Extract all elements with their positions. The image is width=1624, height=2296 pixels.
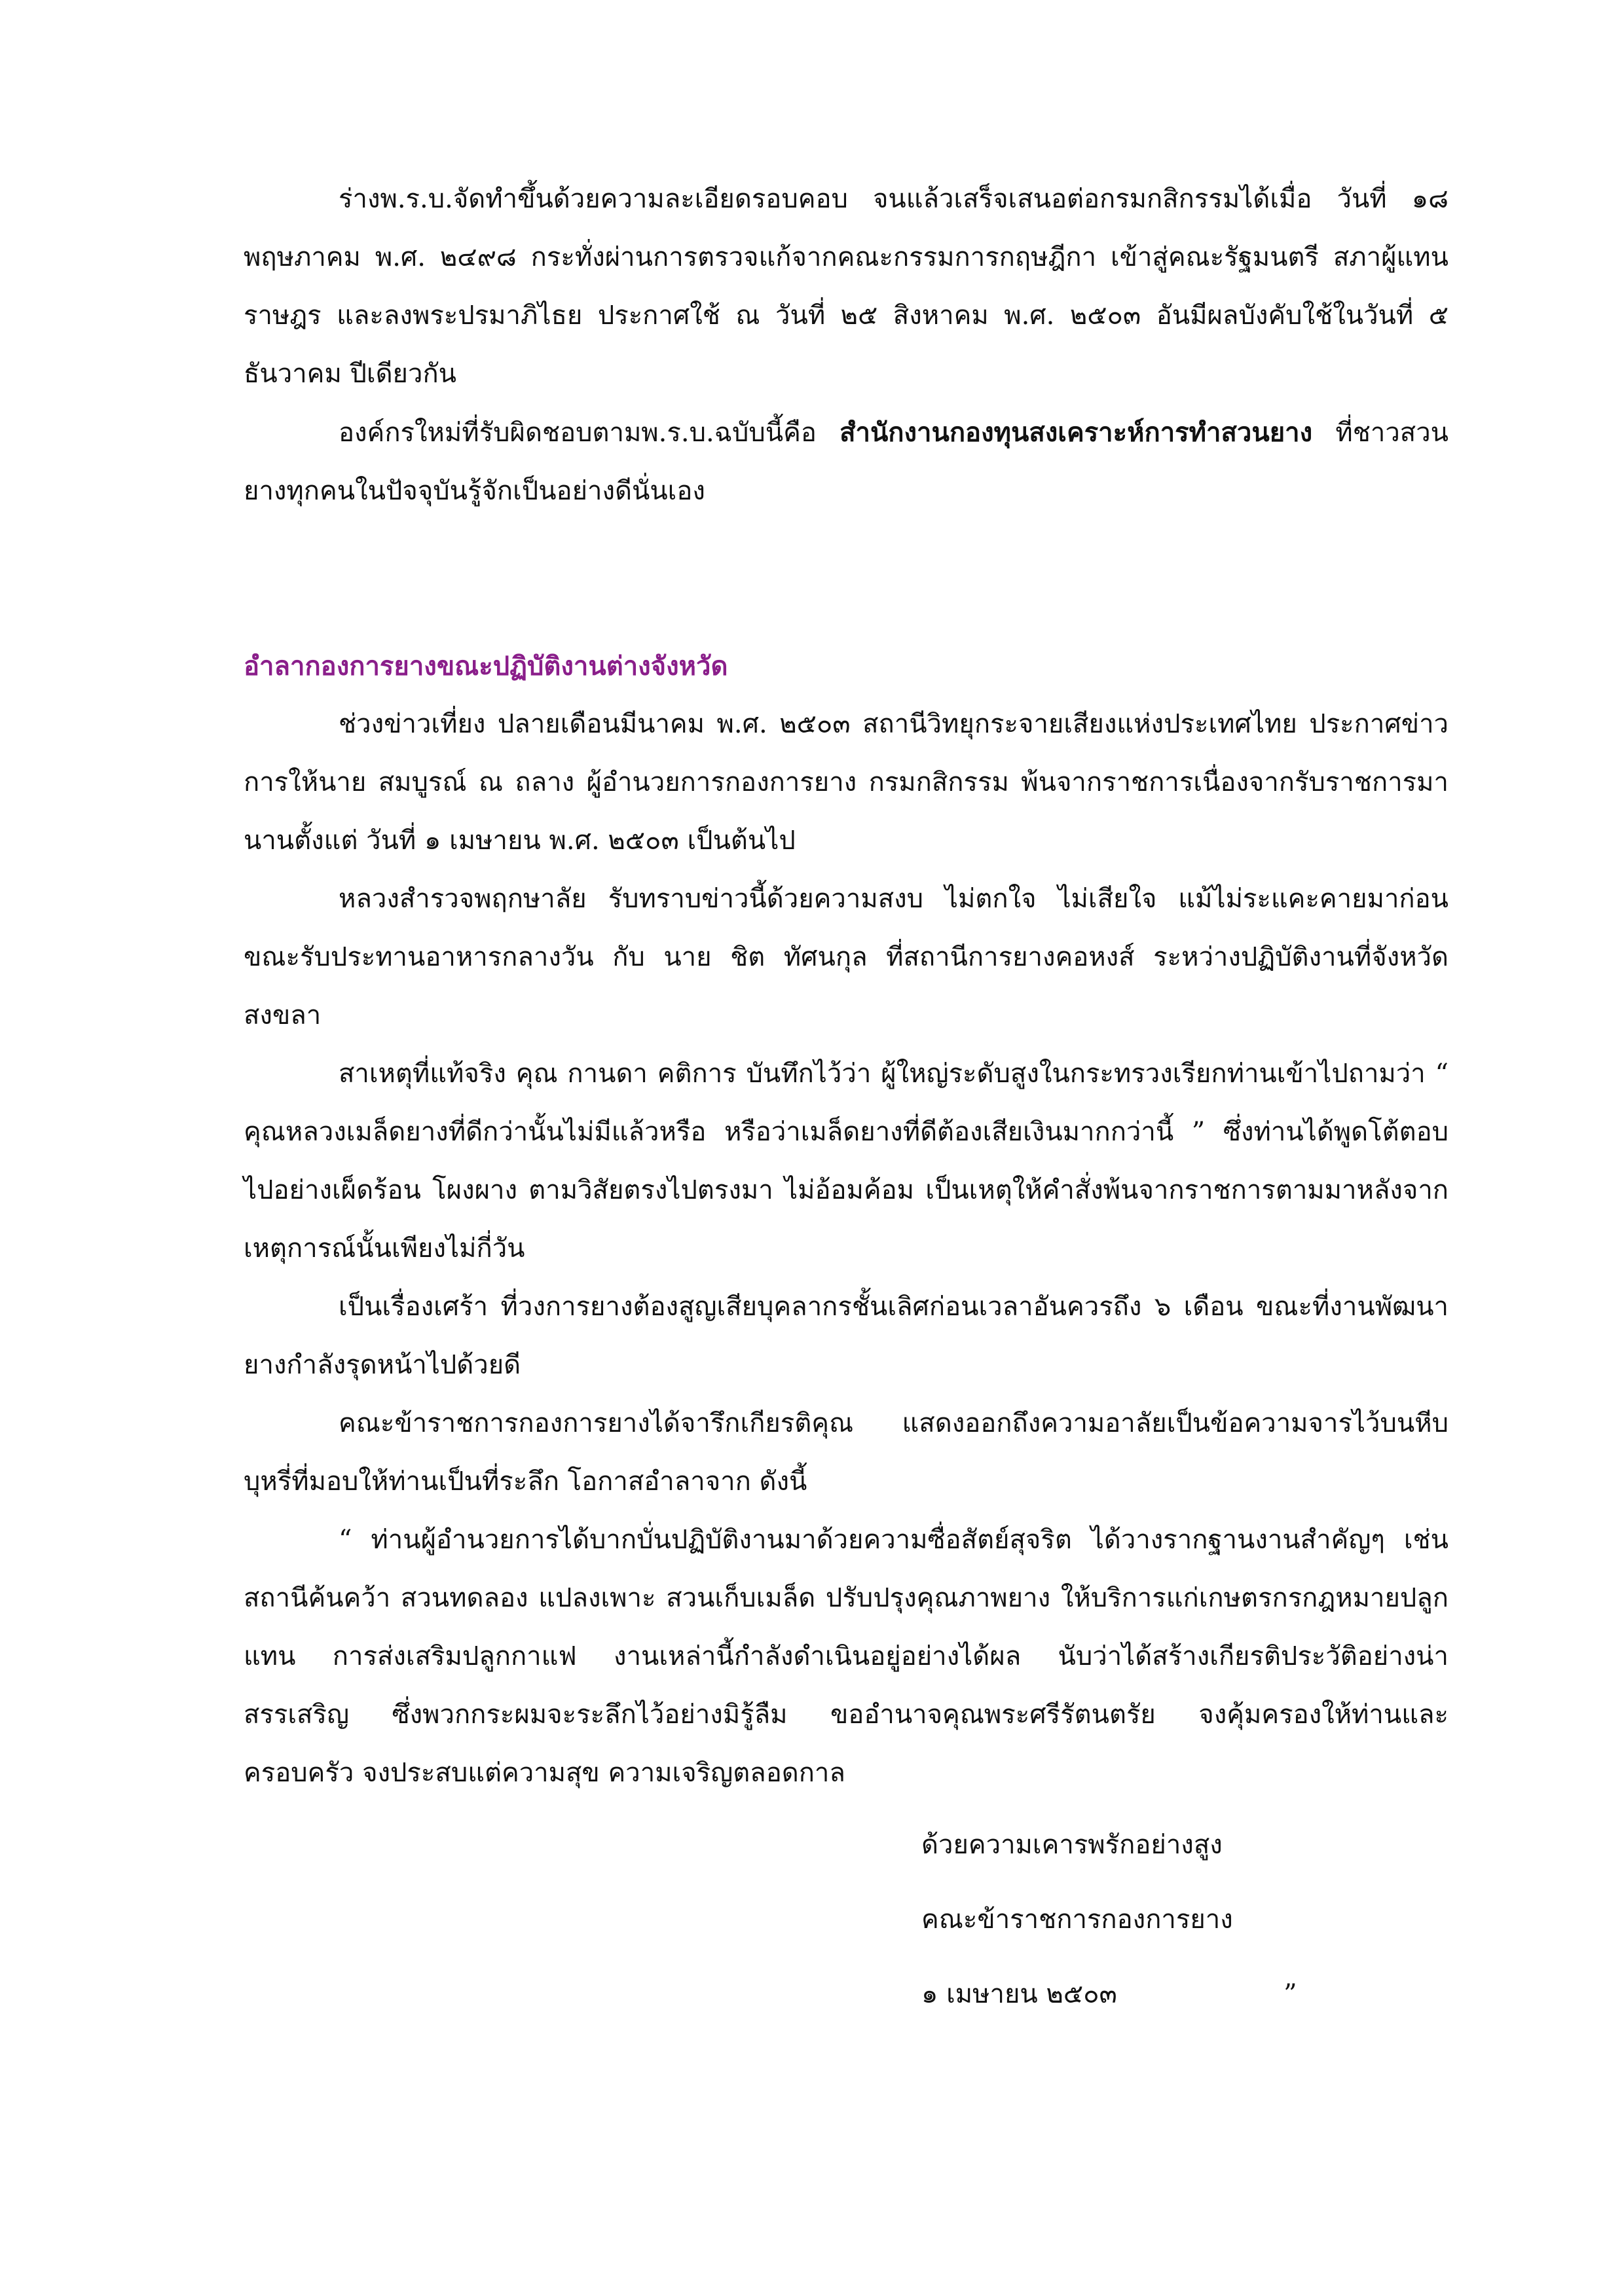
paragraph-true-cause: สาเหตุที่แท้จริง คุณ กานดา คติการ บันทึกไว้ว่า ผู้ใหญ่ระดับสูงในกระทรวงเรียกท่านเข้าไปถามว่า “ คุณหลวงเมล็ดยางที่ดีกว่านั้นไม่มีแล้วหรือ หรือว่าเมล็ดยางที่ดีต้องเสียเงินมากกว่านี้ ” ซึ่งท่านได้พูดโต้ตอบไปอย่างเผ็ดร้อน โผงผาง ตามวิสัยตรงไปตรงมา ไม่อ้อมค้อม เป็นเหตุให้คำสั่งพ้นจากราชการตามมาหลังจากเหตุการณ์นั้นเพียงไม่กี่วัน bbox=[244, 1059, 1449, 1264]
org-text-after: ที่ชาวสวนยางทุกคนในปัจจุบันรู้จักเป็นอย่างดีนั่นเอง bbox=[244, 418, 1449, 506]
section-spacer bbox=[244, 520, 1449, 637]
paragraph-lunch-news: หลวงสำรวจพฤกษาลัย รับทราบข่าวนี้ด้วยความสงบ ไม่ตกใจ ไม่เสียใจ แม้ไม่ระแคะคายมาก่อน ขณะรับประทานอาหารกลางวัน กับ นาย ชิต ทัศนกุล ที่สถานีการยางคอหงส์ ระหว่างปฏิบัติงานที่จังหวัดสงขลา bbox=[244, 884, 1449, 1030]
org-text-before: องค์กรใหม่ที่รับผิดชอบตามพ.ร.บ.ฉบับนี้คือ bbox=[339, 418, 840, 448]
paragraph-tribute: คณะข้าราชการกองการยางได้จารึกเกียรติคุณ แสดงออกถึงความอาลัยเป็นข้อความจารไว้บนหีบบุหรี่ที่มอบให้ท่านเป็นที่ระลึก โอกาสอำลาจาก ดังนี้ bbox=[244, 1408, 1449, 1497]
paragraph-sad-loss: เป็นเรื่องเศร้า ที่วงการยางต้องสูญเสียบุคลากรชั้นเลิศก่อนเวลาอันควรถึง ๖ เดือน ขณะที่งานพัฒนายางกำลังรุดหน้าไปด้วยดี bbox=[244, 1292, 1449, 1380]
paragraph-new-organization bbox=[244, 403, 1449, 520]
org-name-bold: สำนักงานกองทุนสงเคราะห์การทำสวนยาง bbox=[840, 417, 1313, 448]
paragraph-inscription-quote: “ ท่านผู้อำนวยการได้บากบั่นปฏิบัติงานมาด้วยความซื่อสัตย์สุจริต ได้วางรากฐานงานสำคัญๆ เช่น สถานีค้นคว้า สวนทดลอง แปลงเพาะ สวนเก็บเมล็ด ปรับปรุงคุณภาพยาง ให้บริการแก่เกษตรกรกฎหมายปลูกแทน การส่งเสริมปลูกกาแฟ งานเหล่านี้กำลังดำเนินอยู่อย่างได้ผล นับว่าได้สร้างเกียรติประวัติอย่างน่าสรรเสริญ ซึ่งพวกกระผมจะระลึกไว้อย่างมิรู้ลืม ขออำนาจคุณพระศรีรัตนตรัย จงคุ้มครองให้ท่านและครอบครัว จงประสบแต่ความสุข ความเจริญตลอดกาล bbox=[244, 1525, 1449, 1788]
signature-date: ๑ เมษายน ๒๕๐๓ ” bbox=[921, 1979, 1297, 2009]
paragraph-draft-act: ร่างพ.ร.บ.จัดทำขึ้นด้วยความละเอียดรอบคอบ จนแล้วเสร็จเสนอต่อกรมกสิกรรมได้เมื่อ วันที่ ๑๘ พฤษภาคม พ.ศ. ๒๔๙๘ กระทั่งผ่านการตรวจแก้จากคณะกรรมการกฤษฎีกา เข้าสู่คณะรัฐมนตรี สภาผู้แทนราษฎร และลงพระปรมาภิไธย ประกาศใช้ ณ วันที่ ๒๕ สิงหาคม พ.ศ. ๒๕๐๓ อันมีผลบังคับใช้ในวันที่ ๕ ธันวาคม ปีเดียวกัน bbox=[244, 184, 1449, 389]
section-heading: อำลากองการยางขณะปฏิบัติงานต่างจังหวัด bbox=[244, 651, 728, 682]
paragraph-radio-announcement: ช่วงข่าวเที่ยง ปลายเดือนมีนาคม พ.ศ. ๒๕๐๓ สถานีวิทยุกระจายเสียงแห่งประเทศไทย ประกาศข่าวการให้นาย สมบูรณ์ ณ ถลาง ผู้อำนวยการกองการยาง กรมกสิกรรม พ้นจากราชการเนื่องจากรับราชการมานานตั้งแต่ วันที่ ๑ เมษายน พ.ศ. ๒๕๐๓ เป็นต้นไป bbox=[244, 709, 1449, 856]
signature-closing: ด้วยความเคารพรักอย่างสูง bbox=[921, 1830, 1223, 1860]
signature-block bbox=[244, 1808, 1449, 2032]
document-body bbox=[244, 170, 1449, 2032]
signature-signer: คณะข้าราชการกองการยาง bbox=[921, 1904, 1233, 1935]
